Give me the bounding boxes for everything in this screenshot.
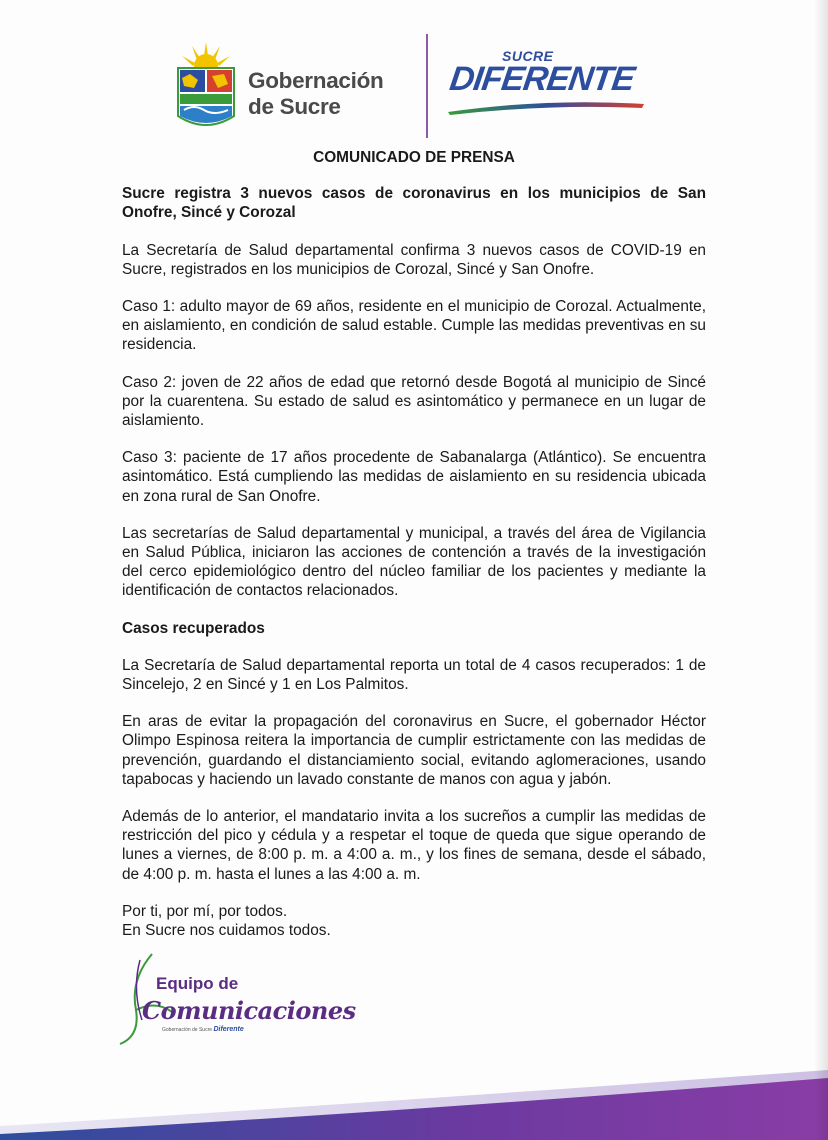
paragraph-intro: La Secretaría de Salud departamental confirma 3 nuevos casos de COVID-19 en Sucre, registrados en los municipios de Corozal, Sincé y San Onofre. bbox=[122, 241, 706, 278]
closing-line-2: En Sucre nos cuidamos todos. bbox=[122, 922, 331, 940]
letterhead bbox=[170, 34, 670, 139]
page-edge-shadow bbox=[814, 0, 828, 1140]
mini-gov-text: Gobernación de Sucre bbox=[162, 1027, 213, 1033]
brand-big-text: DIFERENTE bbox=[447, 60, 637, 98]
paragraph-case-1: Caso 1: adulto mayor de 69 años, residente en el municipio de Corozal. Actualmente, en aislamiento, en condición de salud estable. Cumple las medidas preventivas en su residencia. bbox=[122, 298, 706, 354]
mini-brand-text: Diferente bbox=[213, 1026, 244, 1033]
closing-line-1: Por ti, por mí, por todos. bbox=[122, 902, 288, 920]
headline: Sucre registra 3 nuevos casos de coronavirus en los municipios de San Onofre, Sincé y Corozal bbox=[122, 185, 706, 222]
signature-line-1: Equipo de bbox=[156, 974, 239, 993]
gov-name-line2: de Sucre bbox=[248, 94, 341, 119]
header-divider bbox=[426, 34, 428, 138]
paragraph-recovered: La Secretaría de Salud departamental reporta un total de 4 casos recuperados: 1 de Sincelejo, 2 en Sincé y 1 en Los Palmitos. bbox=[122, 656, 706, 694]
paragraph-case-3: Caso 3: paciente de 17 años procedente de Sabanalarga (Atlántico). Se encuentra asintomático. Está cumpliendo las medidas de aislamiento en su residencia ubicada en zona rural de San Onofre. bbox=[122, 449, 706, 505]
brand-small-text: SUCRE bbox=[502, 48, 554, 64]
sucre-diferente-logo bbox=[446, 48, 646, 118]
press-release-body bbox=[122, 148, 706, 940]
brand-swoosh-icon bbox=[446, 98, 646, 116]
gov-name-line1: Gobernación bbox=[248, 68, 384, 93]
signature-line-2: Comunicaciones bbox=[142, 996, 356, 1025]
paragraph-curfew: Además de lo anterior, el mandatario invita a los sucreños a cumplir las medidas de restricción del pico y cédula y a respetar el toque de queda que sigue operando de lunes a viernes, de 8:00 p. m. a 4:00 a. m., y los fines de semana, desde el sábado, de 4:00 p. m. hasta el lunes a las 4:00 a. m. bbox=[122, 808, 706, 883]
document-title: COMUNICADO DE PRENSA bbox=[313, 149, 515, 166]
footer-wave bbox=[0, 1060, 828, 1140]
paragraph-case-2: Caso 2: joven de 22 años de edad que retornó desde Bogotá al municipio de Sincé por la cuarentena. Su estado de salud es asintomático y permanece en un lugar de aislamiento. bbox=[122, 373, 706, 430]
government-name bbox=[248, 68, 383, 120]
communications-team-signature bbox=[112, 950, 356, 1050]
paragraph-prevention: En aras de evitar la propagación del coronavirus en Sucre, el gobernador Héctor Olimpo Espinosa reitera la importancia de cumplir estrictamente con las medidas de prevención, guardando el distanciamiento social, evitando aglomeraciones, usando tapabocas y haciendo un lavado constante de manos con agua y jabón. bbox=[122, 713, 706, 788]
paragraph-surveillance: Las secretarías de Salud departamental y municipal, a través del área de Vigilancia en Salud Pública, iniciaron las acciones de contención a través de la investigación del cerco epidemiológico dentro del núcleo familiar de los pacientes y mediante la identificación de contactos relacionados. bbox=[122, 524, 706, 600]
sucre-crest-logo bbox=[174, 38, 238, 136]
closing-lines bbox=[122, 902, 706, 940]
subheading-recovered: Casos recuperados bbox=[122, 619, 265, 637]
signature-mini-logos bbox=[162, 1026, 244, 1033]
